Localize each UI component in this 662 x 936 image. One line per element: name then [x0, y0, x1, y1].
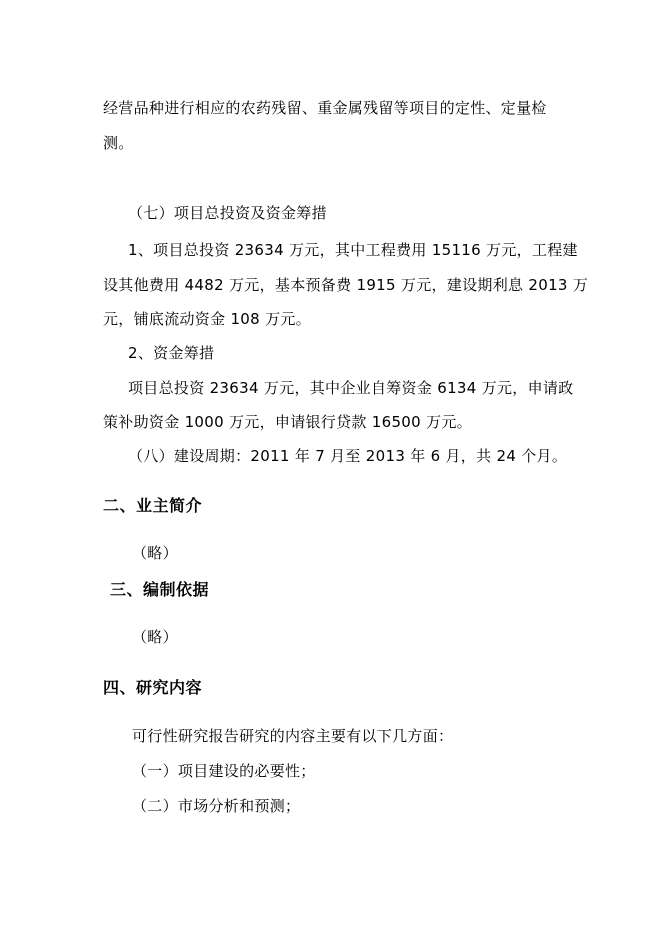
heading-research-content: 四、研究内容 — [103, 678, 203, 697]
paragraph-line: 设其他费用 4482 万元，基本预备费 1915 万元，建设期利息 2013 万 — [103, 276, 589, 294]
list-item-funding: 2、资金筹措 — [128, 344, 215, 362]
list-item: （二）市场分析和预测； — [132, 797, 301, 815]
paragraph-omitted: （略） — [132, 544, 178, 562]
paragraph-omitted: （略） — [132, 628, 178, 646]
section-title-investment: （七）项目总投资及资金筹措 — [128, 204, 327, 222]
paragraph-line: 1、项目总投资 23634 万元，其中工程费用 15116 万元，工程建 — [128, 241, 578, 259]
paragraph-line: 可行性研究报告研究的内容主要有以下几方面： — [132, 727, 454, 745]
paragraph-line: 项目总投资 23634 万元，其中企业自筹资金 6134 万元，申请政 — [128, 379, 574, 397]
heading-owner-intro: 二、业主简介 — [103, 496, 203, 515]
paragraph-line: 策补助资金 1000 万元，申请银行贷款 16500 万元。 — [103, 413, 472, 431]
section-title-schedule: （八）建设周期：2011 年 7 月至 2013 年 6 月，共 24 个月。 — [128, 447, 568, 465]
heading-basis: 三、编制依据 — [110, 580, 210, 599]
paragraph-line: 经营品种进行相应的农药残留、重金属残留等项目的定性、定量检 — [103, 99, 547, 117]
list-item: （一）项目建设的必要性； — [132, 762, 316, 780]
paragraph-line: 元，铺底流动资金 108 万元。 — [103, 310, 311, 328]
paragraph-line: 测。 — [103, 134, 134, 152]
